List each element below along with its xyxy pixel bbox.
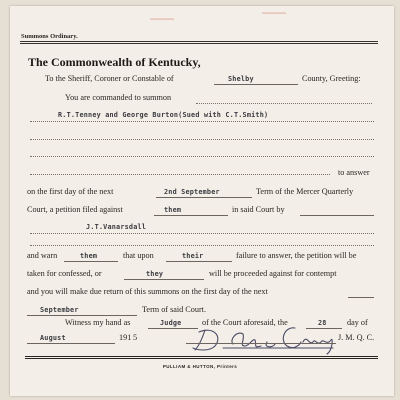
county-underline	[214, 84, 298, 85]
month-underline	[27, 343, 115, 344]
bleed-through-text: ▬▬▬▬	[262, 10, 286, 16]
blank-line	[30, 156, 374, 157]
summon-dotted-line	[196, 103, 372, 104]
handwritten-signature	[183, 318, 343, 356]
plaintiff-entry: J.T.Vanarsdall	[86, 223, 147, 231]
term-underline	[156, 197, 252, 198]
term-of-text: Term of the Mercer Quarterly	[256, 187, 354, 196]
of-court-text: of the Court aforesaid, the	[202, 318, 288, 327]
against-entry: them	[164, 206, 182, 214]
signature-underline	[186, 343, 336, 344]
make-due-return-text: and you will make due return of this summons on the first day of the next	[27, 287, 268, 296]
to-answer-text: to answer	[338, 168, 370, 177]
document-title: The Commonwealth of Kentucky,	[28, 55, 201, 69]
form-type-label: Summons Ordinary.	[21, 33, 78, 40]
role-entry: Judge	[160, 319, 182, 327]
day-entry: 28	[318, 319, 327, 327]
first-day-text: on the first day of the next	[27, 187, 114, 196]
blank-line	[30, 233, 374, 234]
warn-entry: them	[80, 252, 98, 260]
footer-rule	[25, 356, 378, 357]
year-prefix-text: 191	[119, 333, 132, 342]
jmqc-text: J. M. Q. C.	[338, 333, 375, 342]
taken-confessed-text: taken for confessed, or	[27, 269, 102, 278]
their-entry: their	[182, 252, 204, 260]
next-term-entry: September	[40, 306, 79, 314]
court-petition-text: Court, a petition filed against	[27, 205, 123, 214]
proceeded-text: will be proceeded against for contempt	[209, 269, 337, 278]
blank-line	[30, 121, 374, 122]
header-rule-2	[20, 43, 378, 44]
that-upon-text: that upon	[123, 251, 154, 260]
county-entry: Shelby	[228, 75, 254, 83]
year-digit-entry: 5	[133, 333, 138, 342]
against-underline	[154, 215, 228, 216]
month-entry: August	[40, 334, 66, 342]
defendants-entry: R.T.Tenney and George Burton(Sued with C.T.Smith)	[58, 111, 269, 119]
they-entry: they	[146, 270, 164, 278]
in-said-court-text: in said Court by	[232, 205, 285, 214]
addressee-prefix: To the Sheriff, Coroner or Constable of	[45, 74, 174, 83]
next-term-underline	[27, 315, 137, 316]
header-rule	[20, 41, 378, 42]
blank-line	[30, 245, 374, 246]
warn-underline	[64, 261, 118, 262]
printer-credit: PULLIAM & HUTTON, Printers	[162, 364, 238, 369]
term-entry: 2nd September	[164, 188, 220, 196]
blank-line	[30, 174, 330, 175]
they-underline	[124, 279, 204, 280]
term-of-court-text: Term of said Court.	[142, 305, 207, 314]
commanded-text: You are commanded to summon	[65, 93, 172, 102]
failure-text: failure to answer, the petition will be	[236, 251, 357, 260]
addressee-suffix: County, Greeting:	[302, 74, 361, 83]
plaintiff-underline-end	[300, 215, 374, 216]
day-of-text: day of	[347, 318, 368, 327]
footer-rule-2	[25, 358, 378, 359]
bleed-through-text: ▬▬▬▬	[150, 16, 174, 22]
return-underline	[348, 297, 374, 298]
witness-text: Witness my hand as	[65, 318, 131, 327]
blank-line	[30, 139, 374, 140]
their-underline	[166, 261, 232, 262]
and-warn-text: and warn	[27, 251, 58, 260]
